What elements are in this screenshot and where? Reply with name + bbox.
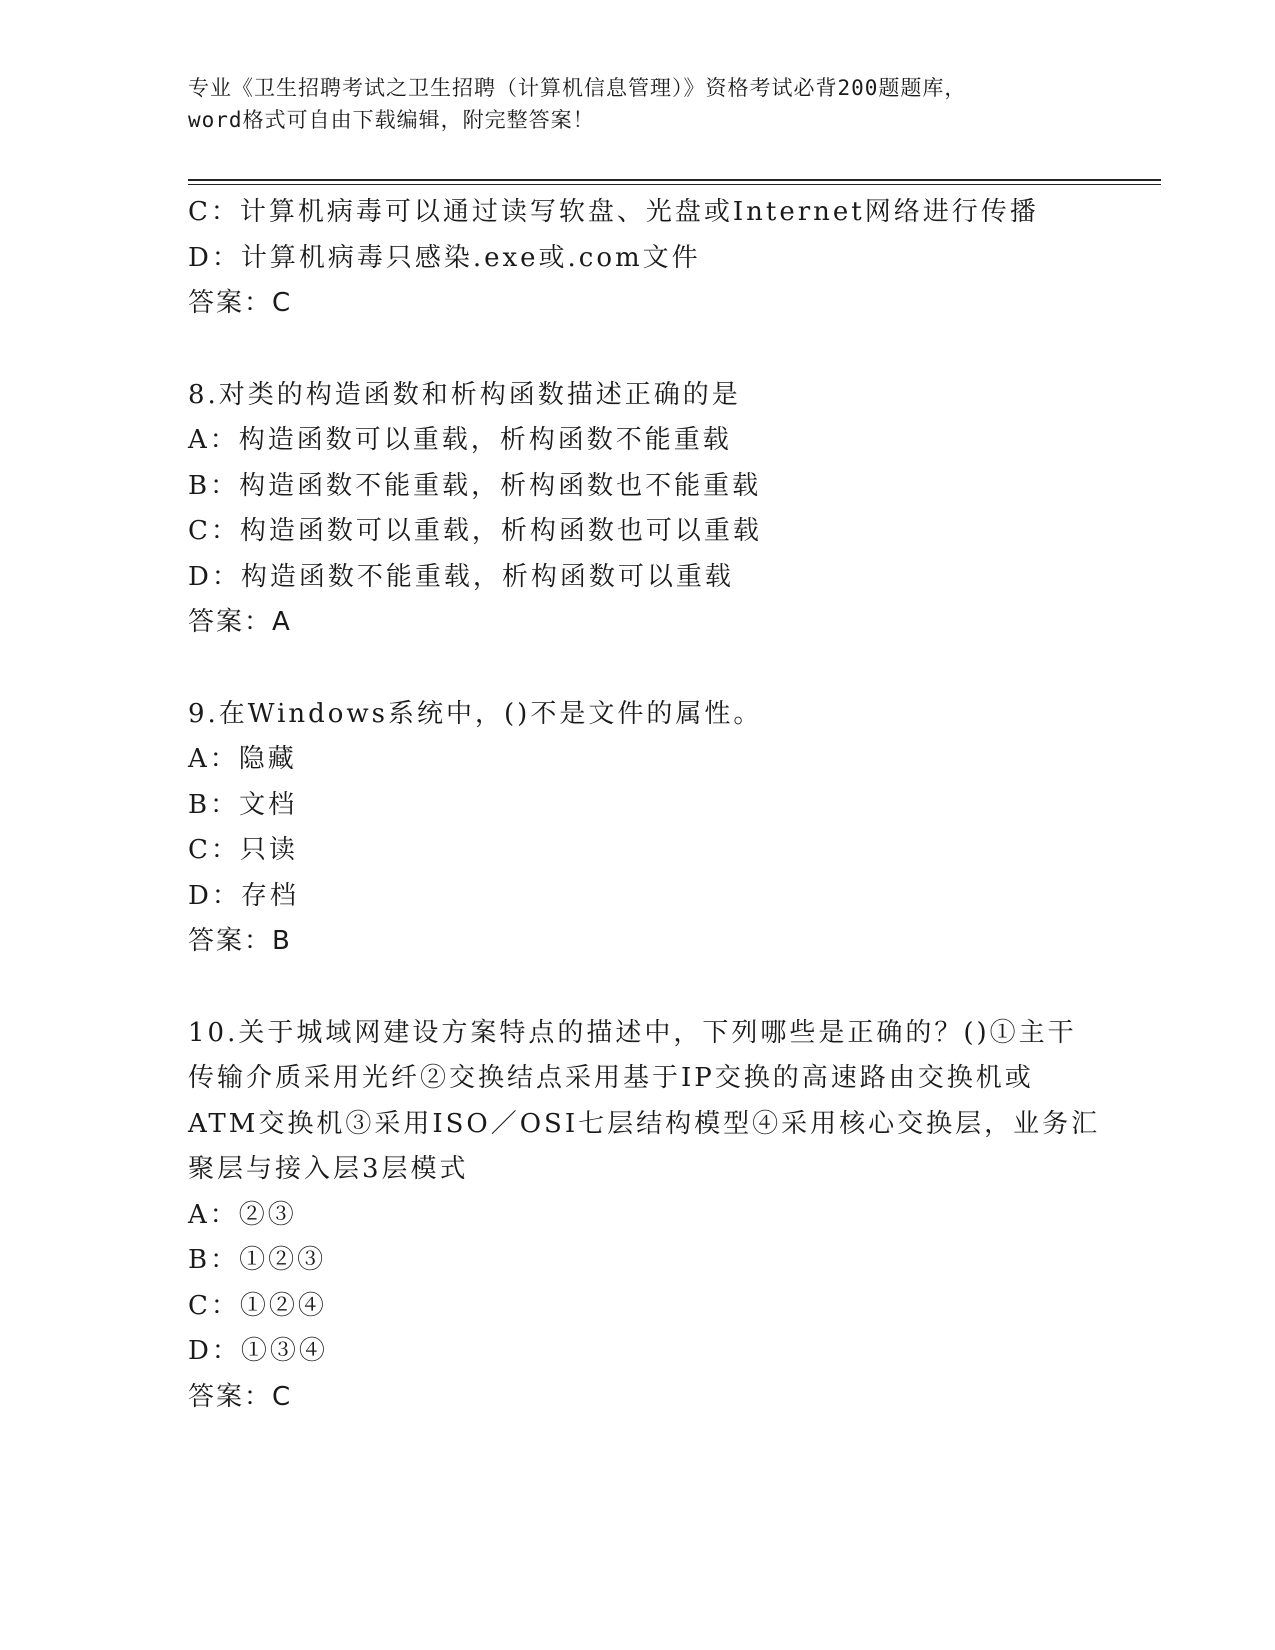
question-9 (188, 692, 1088, 965)
option-a: A：②③ (188, 1199, 297, 1230)
option-c: C：①②④ (188, 1290, 327, 1321)
question-10 (188, 1011, 1101, 1421)
question-text-line-3: ATM交换机③采用ISO／OSI七层结构模型④采用核心交换层，业务汇 (188, 1108, 1101, 1139)
option-a: A：构造函数可以重载，析构函数不能重载 (188, 425, 732, 455)
option-c: C：计算机病毒可以通过读写软盘、光盘或Internet网络进行传播 (188, 197, 1039, 227)
answer: 答案：C (188, 288, 293, 318)
question-text-line-4: 聚层与接入层3层模式 (188, 1154, 469, 1184)
option-b: B：构造函数不能重载，析构函数也不能重载 (188, 470, 762, 501)
question-7 (188, 190, 1088, 327)
option-c: C：只读 (188, 835, 298, 865)
question-text: 8.对类的构造函数和析构函数描述正确的是 (188, 379, 741, 410)
option-d: D：存档 (188, 880, 299, 911)
document-header (188, 72, 1088, 136)
answer: 答案：A (188, 607, 292, 637)
option-a: A：隐藏 (188, 744, 297, 774)
option-b: B：①②③ (188, 1245, 327, 1275)
answer: 答案：B (188, 926, 292, 956)
header-line-1: 专业《卫生招聘考试之卫生招聘（计算机信息管理）》资格考试必背200题题库， (188, 76, 967, 100)
question-8 (188, 373, 1088, 646)
question-text-line-2: 传输介质采用光纤②交换结点采用基于IP交换的高速路由交换机或 (188, 1063, 1034, 1093)
header-line-2: word格式可自由下载编辑，附完整答案！ (188, 108, 595, 132)
question-list (188, 190, 1101, 1420)
option-b: B：文档 (188, 789, 298, 820)
option-d: D：①③④ (188, 1336, 328, 1366)
question-text-line-1: 10.关于城域网建设方案特点的描述中，下列哪些是正确的？()①主干 (188, 1017, 1077, 1048)
header-divider-thin (188, 184, 1161, 185)
answer: 答案：C (188, 1381, 293, 1412)
header-divider-thick (188, 179, 1161, 181)
option-d: D：计算机病毒只感染.exe或.com文件 (188, 242, 701, 273)
option-d: D：构造函数不能重载，析构函数可以重载 (188, 561, 734, 592)
option-c: C：构造函数可以重载，析构函数也可以重载 (188, 516, 762, 546)
question-text: 9.在Windows系统中，()不是文件的属性。 (188, 698, 763, 729)
